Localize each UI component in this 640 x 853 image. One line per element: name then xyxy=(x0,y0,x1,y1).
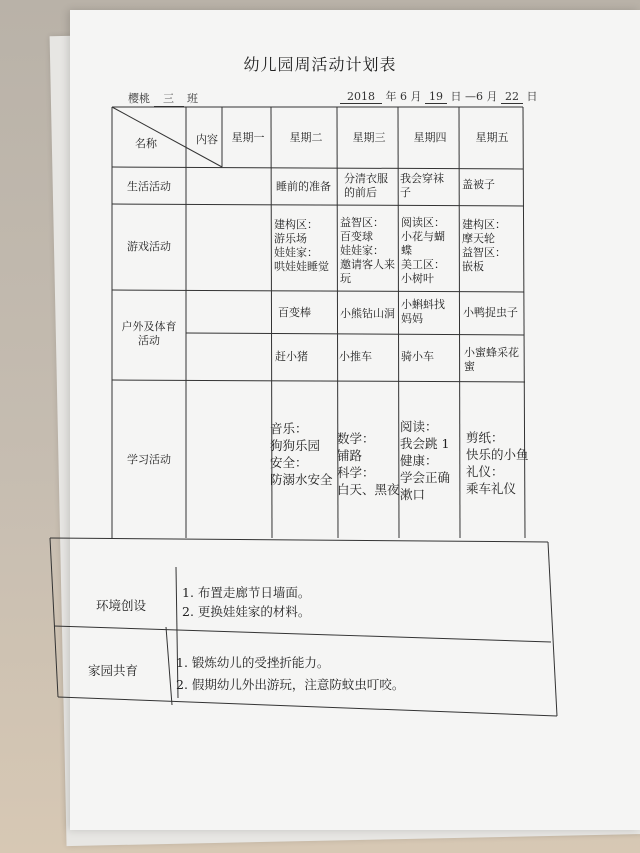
corner-content-label: 内容 xyxy=(196,133,218,146)
outdoor-bottom-thursday: 骑小车 xyxy=(401,350,434,363)
class-suffix: 班 xyxy=(187,92,198,105)
row-label-games: 游戏活动 xyxy=(127,240,171,253)
header-friday: 星期五 xyxy=(475,131,509,144)
row-label-outdoor: 户外及体育 活动 xyxy=(121,320,177,347)
environment-item-2: 2. 更换娃娃家的材料。 xyxy=(182,604,311,619)
outdoor-bottom-tuesday: 赶小猪 xyxy=(275,350,308,363)
outdoor-top-wednesday: 小熊钻山洞 xyxy=(340,307,395,320)
games-friday: 建构区： 摩天轮 益智区： 嵌板 xyxy=(462,218,506,273)
environment-item-1: 1. 布置走廊节日墙面。 xyxy=(182,585,311,600)
date-text-3: 日 xyxy=(526,90,538,103)
outdoor-top-friday: 小鸭捉虫子 xyxy=(463,306,518,319)
row-label-home: 家园共育 xyxy=(88,663,139,678)
outdoor-bottom-friday: 小蜜蜂采花 蜜 xyxy=(464,346,519,373)
life-wednesday: 分清衣服 的前后 xyxy=(344,172,388,199)
row-label-study: 学习活动 xyxy=(127,453,171,466)
date-end-day: 22 xyxy=(501,90,523,104)
study-friday: 剪纸： 快乐的小鱼 礼仪： 乘车礼仪 xyxy=(466,430,529,496)
header-tuesday: 星期二 xyxy=(289,131,323,144)
date-year: 2018 xyxy=(340,90,382,104)
study-wednesday: 数学： 铺路 科学： 白天、黑夜 xyxy=(337,431,400,497)
document-title: 幼儿园周活动计划表 xyxy=(243,55,397,74)
header-monday: 星期一 xyxy=(231,131,265,144)
row-label-environment: 环境创设 xyxy=(96,598,147,613)
life-tuesday: 睡前的准备 xyxy=(276,180,331,193)
corner-name-label: 名称 xyxy=(135,137,157,150)
study-thursday: 阅读： 我会跳 1 健康： 学会正确 漱口 xyxy=(400,419,451,502)
date-text-1: 年 6 月 xyxy=(385,90,422,103)
life-friday: 盖被子 xyxy=(462,178,495,191)
outdoor-top-tuesday: 百变棒 xyxy=(278,306,311,319)
outdoor-top-thursday: 小蝌蚪找 妈妈 xyxy=(401,298,445,325)
date-text-2: 日 —6 月 xyxy=(450,90,498,103)
home-item-1: 1. 锻炼幼儿的受挫折能力。 xyxy=(176,655,330,670)
date-start-day: 19 xyxy=(425,90,447,104)
header-wednesday: 星期三 xyxy=(352,131,386,144)
study-tuesday: 音乐： 狗狗乐园 安全： 防溺水安全 xyxy=(270,421,333,487)
home-item-2: 2. 假期幼儿外出游玩，注意防蚊虫叮咬。 xyxy=(176,677,405,692)
outdoor-bottom-wednesday: 小推车 xyxy=(339,350,372,363)
games-thursday: 阅读区： 小花与蝴 蝶 美工区： 小树叶 xyxy=(401,216,445,285)
header-thursday: 星期四 xyxy=(413,131,447,144)
games-tuesday: 建构区： 游乐场 娃娃家： 哄娃娃睡觉 xyxy=(274,218,329,273)
row-label-life: 生活活动 xyxy=(127,180,171,193)
life-thursday: 我会穿袜 子 xyxy=(400,172,444,199)
games-wednesday: 益智区： 百变球 娃娃家： 邀请客人来 玩 xyxy=(340,216,395,285)
class-prefix: 樱桃 xyxy=(128,92,150,105)
class-number: 三 xyxy=(154,90,184,107)
